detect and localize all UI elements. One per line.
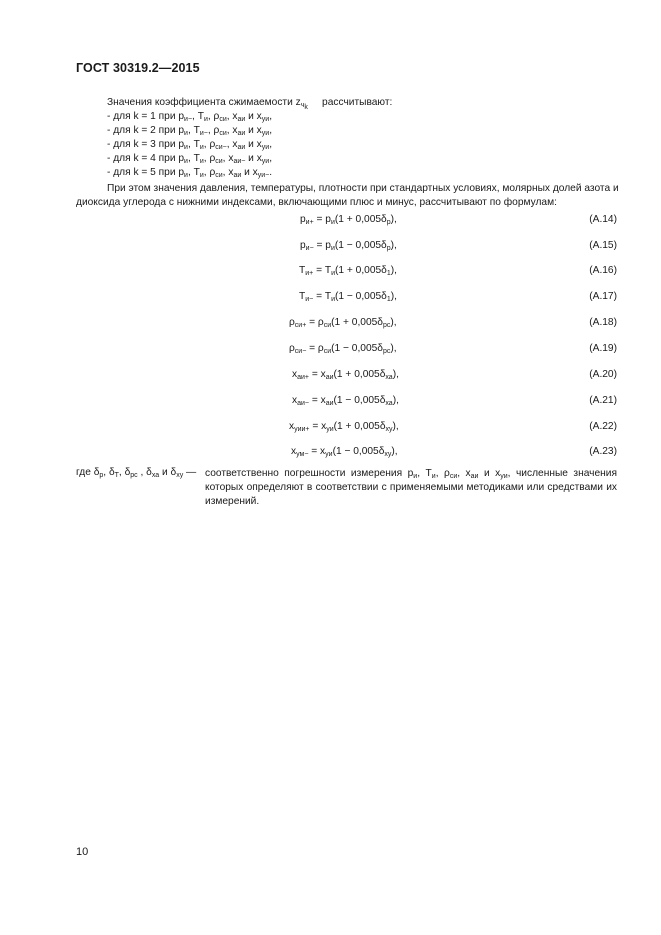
equation-number: (A.21)	[589, 395, 617, 406]
equation-number: (A.19)	[589, 343, 617, 354]
equation-number: (A.17)	[589, 291, 617, 302]
equation-number: (A.14)	[589, 214, 617, 225]
case-item-3: - для k = 3 при $p_и$, $T_и$, $\rho_{си-}$, $x_{аи}$ и $x_{уи}$,	[107, 139, 273, 151]
equation-number: (A.23)	[589, 446, 617, 457]
equation-number: (A.16)	[589, 265, 617, 276]
paragraph-line-1: При этом значения давления, температуры, плотности при стандартных условиях, молярных долей азота и	[107, 183, 619, 194]
paragraph-line-2: диоксида углерода с нижними индексами, включающими плюс и минус, рассчитывают по формулам:	[76, 197, 557, 208]
formula-a22: $x_{уии+} = x_{уи}(1 + 0,005\delta_{ху})$,	[289, 421, 399, 433]
page-number: 10	[76, 846, 89, 858]
case-item-4: - для k = 4 при $p_и$, $T_и$, $\rho_{си}$, $x_{аи-}$ и $x_{уи}$,	[107, 153, 273, 165]
where-explanation: соответственно погрешности измерения $p_и$, $T_и$, $\rho_{си}$, $x_{аи}$ и $x_{уи}$, численные значения которых определяют в соответствии с применяемыми методиками или средствами их измерений.	[205, 468, 617, 508]
formula-a23: $x_{ум-} = x_{уи}(1 - 0,005\delta_{ху})$,	[291, 446, 398, 458]
intro-tail: рассчитывают:	[322, 97, 393, 108]
equation-number: (A.22)	[589, 421, 617, 432]
intro-line: Значения коэффициента сжимаемости $z_{ч_k}$ рассчитывают:	[107, 97, 393, 111]
intro-text: Значения коэффициента сжимаемости	[107, 97, 293, 108]
formula-a16: $T_{и+} = T_и(1 + 0,005\delta_1)$,	[299, 265, 397, 277]
formula-a18: $\rho_{си+} = \rho_{си}(1 + 0,005\delta_{рс})$,	[289, 317, 397, 329]
formula-a14: $p_{и+} = p_и(1 + 0,005\delta_р)$,	[300, 214, 397, 226]
case-item-5: - для k = 5 при $p_и$, $T_и$, $\rho_{си}$, $x_{аи}$ и $x_{уи-}$.	[107, 167, 273, 179]
formula-a20: $x_{аи+} = x_{аи}(1 + 0,005\delta_{ха})$,	[292, 369, 399, 381]
equation-number: (A.20)	[589, 369, 617, 380]
equation-number: (A.18)	[589, 317, 617, 328]
formula-a15: $p_{и-} = p_и(1 - 0,005\delta_р)$,	[300, 240, 397, 252]
formula-a21: $x_{аи-} = x_{аи}(1 - 0,005\delta_{ха})$,	[292, 395, 399, 407]
case-item-1: - для k = 1 при $p_{и-}$, $T_и$, $\rho_{си}$, $x_{аи}$ и $x_{уи}$,	[107, 111, 273, 123]
where-symbols: где $\delta_р$, $\delta_Т$, $\delta_{рс}$ , $\delta_{ха}$ и $\delta_{ху}$ —	[76, 467, 197, 479]
equation-number: (A.15)	[589, 240, 617, 251]
formula-a17: $T_{и-} = T_и(1 - 0,005\delta_1)$,	[299, 291, 397, 303]
formula-a19: $\rho_{си-} = \rho_{си}(1 - 0,005\delta_{рс})$,	[289, 343, 397, 355]
document-header: ГОСТ 30319.2—2015	[76, 61, 200, 75]
case-item-2: - для k = 2 при $p_и$, $T_{и-}$, $\rho_{си}$, $x_{аи}$ и $x_{уи}$,	[107, 125, 273, 137]
